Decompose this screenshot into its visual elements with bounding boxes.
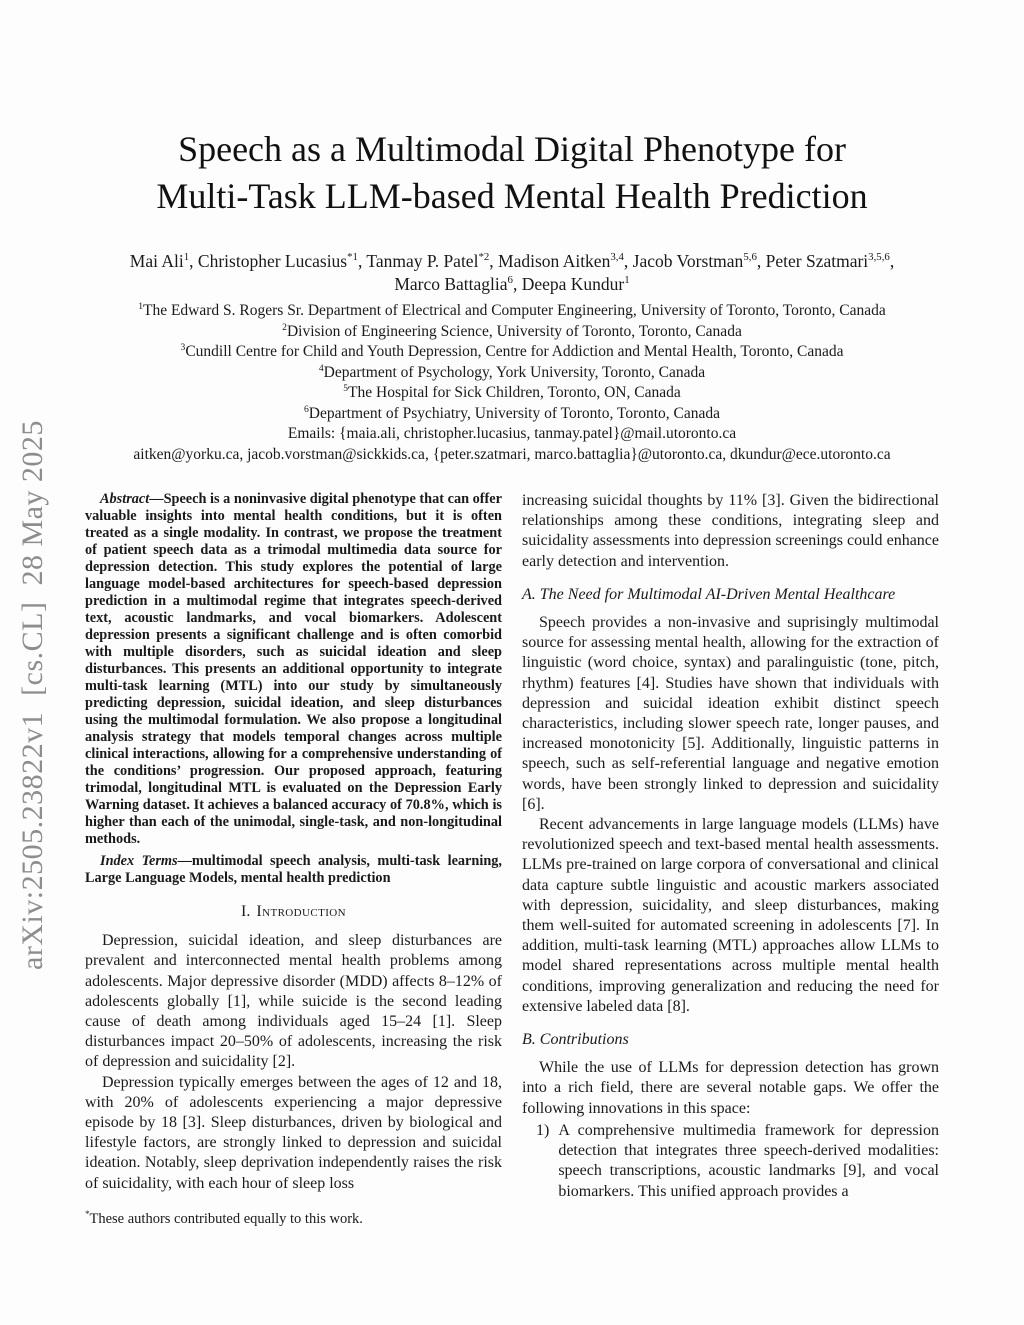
arxiv-watermark: arXiv:2505.23822v1 [cs.CL] 28 May 2025 xyxy=(16,420,49,970)
left-column xyxy=(85,491,502,1228)
author-affil-sup: 6 xyxy=(507,274,513,287)
affil-sup: 6 xyxy=(303,403,309,415)
intro-paragraph-1: Depression, suicidal ideation, and sleep disturbances are prevalent and interconnected mental health problems among adolescents. Major depressive disorder (MDD) affects 8–12% of adolescents globally [1], while suicide is the second leading cause of death among individuals aged 15–24 [1]. Sleep disturbances impact 20–50% of adolescents, increasing the risk of depression and suicidality [2]. xyxy=(85,932,502,1071)
intro-paragraph-2-continued: increasing suicidal thoughts by 11% [3]. Given the bidirectional relationships among these conditions, integrating sleep and suicidality assessments into depression screenings could enhance early detection and intervention. xyxy=(522,492,939,570)
author-affil-sup: 1 xyxy=(624,274,630,287)
paper-title-line-2: Multi-Task LLM-based Mental Health Prediction xyxy=(156,176,868,216)
intro-paragraph-2: Depression typically emerges between the ages of 12 and 18, with 20% of adolescents experiencing a major depressive episode by 18 [3]. Sleep disturbances, driven by biological and lifestyle factors, are strongly linked to depression and suicidal ideation. Notably, sleep deprivation independently raises the risk of suicidality, with each hour of sleep loss xyxy=(85,1073,502,1192)
right-column xyxy=(522,491,939,1228)
affiliation-4: $^4$Department of Psychology, York University, Toronto, Canada xyxy=(318,362,706,381)
section-title: Introduction xyxy=(256,903,346,920)
author: Tanmay P. Patel$^{*2}$, xyxy=(366,251,499,271)
author: Mai Ali$^1$, xyxy=(129,251,198,271)
affil-sup: 3 xyxy=(180,341,186,353)
affiliation-list xyxy=(85,301,939,465)
subsection-heading-b: B. Contributions xyxy=(522,1031,629,1049)
index-terms-text: —multimodal speech analysis, multi-task learning, Large Language Models, mental health prediction xyxy=(85,853,503,886)
abstract-label: Abstract xyxy=(100,491,150,507)
section-number: I. xyxy=(241,903,251,920)
equal-contribution-footnote xyxy=(85,1210,502,1228)
affiliation-1: $^1$The Edward S. Rogers Sr. Department of Electrical and Computer Engineering, University of Toronto, Toronto, Canada xyxy=(138,300,886,319)
author-affil-sup: *2 xyxy=(478,251,490,264)
subsection-a-paragraph-1: Speech provides a non-invasive and suprisingly multimodal source for assessing mental health, allowing for the extraction of linguistic (word choice, syntax) and paralinguistic (tone, pitch, rhythm) features [4]. Studies have shown that individuals with depression and suicidal ideation exhibit distinct speech characteristics, including slower speech rate, longer pauses, and increased monotonicity [5]. Additionally, linguistic patterns in speech, such as self-referential language and negative emotion words, have been strongly linked to depression and suicidality [6]. xyxy=(522,614,939,813)
author: Jacob Vorstman$^{5,6}$, xyxy=(632,251,766,271)
author-affil-sup: 3,5,6 xyxy=(868,251,890,264)
author-affil-sup: 1 xyxy=(183,251,190,264)
affil-sup: 4 xyxy=(318,362,324,374)
paper-content xyxy=(85,0,939,1228)
author-affil-sup: 3,4 xyxy=(610,251,624,264)
affil-sup: 2 xyxy=(282,321,287,333)
affiliation-6: $^6$Department of Psychiatry, University of Toronto, Toronto, Canada xyxy=(303,403,721,422)
author: Marco Battaglia$^6$, xyxy=(394,274,522,294)
footnote-text: These authors contributed equally to this work. xyxy=(89,1210,363,1227)
emails-line-1: Emails: {maia.ali, christopher.lucasius, tanmay.patel}@mail.utoronto.ca xyxy=(287,425,737,442)
index-terms-label: Index Terms xyxy=(100,853,178,869)
author: Peter Szatmari$^{3,5,6}$, xyxy=(765,251,895,271)
abstract xyxy=(85,491,502,848)
index-terms xyxy=(85,853,502,887)
author: Madison Aitken$^{3,4}$, xyxy=(498,251,633,271)
contribution-list-item-1 xyxy=(522,1121,939,1202)
author-affil-sup: *1 xyxy=(347,251,358,264)
emails-line-2: aitken@yorku.ca, jacob.vorstman@sickkids.ca, {peter.szatmari, marco.battaglia}@utoronto.ca, dkundur@ece.utoronto.ca xyxy=(133,445,891,463)
author: Deepa Kundur$^1$ xyxy=(521,274,630,294)
author-list xyxy=(85,250,939,296)
list-item-text: A comprehensive multimedia framework for depression detection that integrates three speech-derived modalities: speech transcriptions, acoustic landmarks [9], and vocal biomarkers. This unified approach provides a xyxy=(558,1121,939,1200)
abstract-text: —Speech is a noninvasive digital phenotype that can offer valuable insights into mental health conditions, but it is often treated as a single modality. In contrast, we propose the treatment of patient speech data as a trimodal multimedia data source for depression detection. This study explores the potential of large language model-based architectures for speech-based depression prediction in a multimodal regime that integrates speech-derived text, acoustic landmarks, and vocal biomarkers. Adolescent depression presents a significant challenge and is often comorbid with multiple disorders, such as suicidal ideation and sleep disturbances. This presents an additional opportunity to integrate multi-task learning (MTL) into our study by simultaneously predicting depression, suicidal ideation, and sleep disturbances using the multimodal formulation. We also propose a longitudinal analysis strategy that models temporal changes across multiple clinical interactions, allowing for a comprehensive understanding of the conditions’ progression. Our proposed approach, featuring trimodal, longitudinal MTL is evaluated on the Depression Early Warning dataset. It achieves a balanced accuracy of 70.8%, which is higher than each of the unimodal, single-task, and non-longitudinal methods. xyxy=(85,491,502,847)
affiliation-3: $^3$Cundill Centre for Child and Youth Depression, Centre for Addiction and Mental Health, Toronto, Canada xyxy=(180,341,844,360)
subsection-heading-a: A. The Need for Multimodal AI-Driven Mental Healthcare xyxy=(522,585,896,603)
affil-sup: 1 xyxy=(138,300,143,312)
affiliation-5: $^5$The Hospital for Sick Children, Toronto, ON, Canada xyxy=(343,382,681,401)
subsection-b-paragraph-1: While the use of LLMs for depression detection has grown into a rich field, there are several notable gaps. We offer the following innovations in this space: xyxy=(522,1059,939,1117)
author-affil-sup: 5,6 xyxy=(743,251,757,264)
two-column-body xyxy=(85,491,939,1228)
section-heading-introduction xyxy=(85,902,502,922)
paper-title-line-1: Speech as a Multimodal Digital Phenotype for xyxy=(178,129,846,169)
affil-sup: 5 xyxy=(343,382,349,394)
footnote-marker: * xyxy=(85,1209,90,1220)
author: Christopher Lucasius$^{*1}$, xyxy=(197,251,367,271)
paper-title xyxy=(85,126,939,220)
affiliation-2: $^2$Division of Engineering Science, University of Toronto, Toronto, Canada xyxy=(282,321,742,340)
subsection-a-paragraph-2: Recent advancements in large language models (LLMs) have revolutionized speech and text-based mental health assessments. LLMs pre-trained on large corpora of conversational and clinical data capture subtle linguistic and acoustic markers associated with depression, suicidality, and sleep disturbances, making them well-suited for automated screening in adolescents [7]. In addition, multi-task learning (MTL) approaches allow LLMs to model shared representations across multiple mental health conditions, improving generalization and reducing the need for extensive labeled data [8]. xyxy=(522,816,939,1015)
list-item-marker: 1) xyxy=(536,1121,550,1139)
